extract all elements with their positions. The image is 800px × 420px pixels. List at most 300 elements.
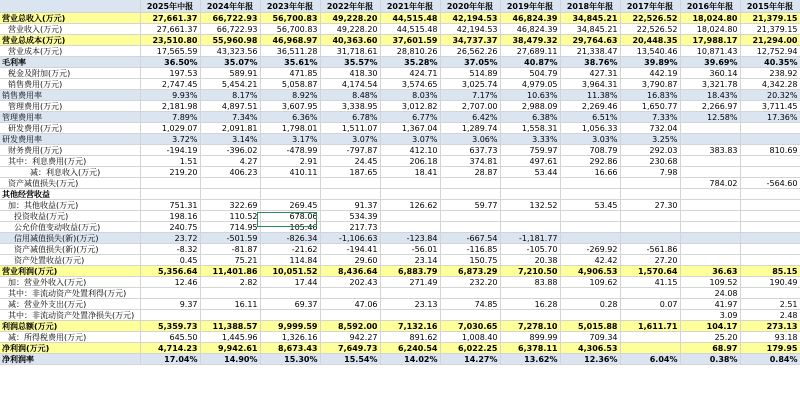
table-cell[interactable]: 39.89% <box>620 57 680 68</box>
table-cell[interactable] <box>440 178 500 189</box>
row-label[interactable]: 资产减值损失(万元) <box>0 178 140 189</box>
table-cell[interactable]: 2.48 <box>740 310 800 321</box>
table-cell[interactable]: 322.69 <box>200 200 260 211</box>
table-cell[interactable]: 2,181.98 <box>140 101 200 112</box>
table-cell[interactable]: 11,388.57 <box>200 321 260 332</box>
table-cell[interactable]: 28,810.26 <box>380 46 440 57</box>
table-cell[interactable]: 7.33% <box>620 112 680 123</box>
table-cell[interactable]: 6.77% <box>380 112 440 123</box>
table-cell[interactable]: 13,540.46 <box>620 46 680 57</box>
row-label[interactable]: 财务费用(万元) <box>0 145 140 156</box>
table-cell[interactable]: 589.91 <box>200 68 260 79</box>
table-cell[interactable]: 15.30% <box>260 354 320 365</box>
table-cell[interactable]: 1,056.33 <box>560 123 620 134</box>
table-cell[interactable]: 7,132.16 <box>380 321 440 332</box>
table-cell[interactable]: 126.62 <box>380 200 440 211</box>
header-cell[interactable]: 2018年年报 <box>560 0 620 13</box>
table-cell[interactable] <box>620 211 680 222</box>
table-cell[interactable] <box>620 310 680 321</box>
table-cell[interactable]: 406.23 <box>200 167 260 178</box>
table-cell[interactable]: 424.71 <box>380 68 440 79</box>
table-cell[interactable]: 21,379.15 <box>740 24 800 35</box>
header-cell[interactable]: 2022年年报 <box>320 0 380 13</box>
table-cell[interactable]: 412.10 <box>380 145 440 156</box>
table-cell[interactable]: 12,752.94 <box>740 46 800 57</box>
table-cell[interactable]: 6.51% <box>560 112 620 123</box>
table-cell[interactable]: 35.57% <box>320 57 380 68</box>
table-cell[interactable] <box>140 189 200 200</box>
table-cell[interactable]: 3.14% <box>200 134 260 145</box>
table-cell[interactable]: 4,174.54 <box>320 79 380 90</box>
table-cell[interactable]: -123.84 <box>380 233 440 244</box>
table-cell[interactable]: 497.61 <box>500 156 560 167</box>
table-cell[interactable]: 7,030.65 <box>440 321 500 332</box>
table-cell[interactable]: 27.30 <box>620 200 680 211</box>
header-cell[interactable]: 2019年年报 <box>500 0 560 13</box>
table-cell[interactable] <box>320 178 380 189</box>
table-cell[interactable]: 12.36% <box>560 354 620 365</box>
table-cell[interactable]: 46,824.39 <box>500 24 560 35</box>
table-cell[interactable]: 219.20 <box>140 167 200 178</box>
table-cell[interactable]: 1.51 <box>140 156 200 167</box>
table-cell[interactable]: 17,565.59 <box>140 46 200 57</box>
table-cell[interactable]: 27,661.37 <box>140 13 200 24</box>
table-cell[interactable]: 442.19 <box>620 68 680 79</box>
table-cell[interactable] <box>500 222 560 233</box>
table-cell[interactable]: 7,210.50 <box>500 266 560 277</box>
table-cell[interactable] <box>380 288 440 299</box>
table-cell[interactable]: 42,194.53 <box>440 24 500 35</box>
table-cell[interactable]: 942.27 <box>320 332 380 343</box>
table-cell[interactable]: 6,378.11 <box>500 343 560 354</box>
table-cell[interactable]: 93.18 <box>740 332 800 343</box>
table-cell[interactable]: 678.06 <box>260 211 320 222</box>
table-cell[interactable]: 637.73 <box>440 145 500 156</box>
table-cell[interactable] <box>740 134 800 145</box>
table-cell[interactable]: 3.07% <box>320 134 380 145</box>
table-cell[interactable]: 36,511.28 <box>260 46 320 57</box>
table-cell[interactable] <box>200 178 260 189</box>
table-cell[interactable]: 3,607.95 <box>260 101 320 112</box>
table-cell[interactable] <box>560 233 620 244</box>
table-cell[interactable] <box>380 310 440 321</box>
table-cell[interactable] <box>320 189 380 200</box>
row-label[interactable]: 利润总额(万元) <box>0 321 140 332</box>
table-cell[interactable]: 69.37 <box>260 299 320 310</box>
table-cell[interactable] <box>380 189 440 200</box>
table-cell[interactable]: 4,979.05 <box>500 79 560 90</box>
row-label[interactable]: 营业总收入(万元) <box>0 13 140 24</box>
table-cell[interactable]: 17.04% <box>140 354 200 365</box>
table-cell[interactable]: 784.02 <box>680 178 740 189</box>
table-cell[interactable]: 5,015.88 <box>560 321 620 332</box>
table-cell[interactable]: 12.46 <box>140 277 200 288</box>
table-cell[interactable]: 28.87 <box>440 167 500 178</box>
table-cell[interactable]: 6,883.79 <box>380 266 440 277</box>
table-cell[interactable]: 3,711.45 <box>740 101 800 112</box>
table-cell[interactable]: 42.42 <box>560 255 620 266</box>
table-cell[interactable]: 9.93% <box>140 90 200 101</box>
table-cell[interactable]: 8,592.00 <box>320 321 380 332</box>
table-cell[interactable]: 6.04% <box>620 354 680 365</box>
table-cell[interactable]: -194.19 <box>140 145 200 156</box>
table-cell[interactable] <box>620 288 680 299</box>
table-cell[interactable]: 427.31 <box>560 68 620 79</box>
table-cell[interactable]: 46,968.97 <box>260 35 320 46</box>
table-cell[interactable]: 24.08 <box>680 288 740 299</box>
table-cell[interactable]: 23.14 <box>380 255 440 266</box>
row-label[interactable]: 投资收益(万元) <box>0 211 140 222</box>
row-label[interactable]: 减：利息收入(万元) <box>0 167 140 178</box>
table-cell[interactable]: 18,024.80 <box>680 13 740 24</box>
table-cell[interactable] <box>500 211 560 222</box>
table-cell[interactable]: 217.73 <box>320 222 380 233</box>
table-cell[interactable]: 2.91 <box>260 156 320 167</box>
table-cell[interactable]: 202.43 <box>320 277 380 288</box>
table-cell[interactable]: 383.83 <box>680 145 740 156</box>
row-label[interactable]: 净利润(万元) <box>0 343 140 354</box>
table-cell[interactable]: 40.35% <box>740 57 800 68</box>
row-label[interactable]: 其中：非流动资产处置净损失(万元) <box>0 310 140 321</box>
table-cell[interactable]: 374.81 <box>440 156 500 167</box>
table-cell[interactable]: 20.32% <box>740 90 800 101</box>
table-cell[interactable]: 10,051.52 <box>260 266 320 277</box>
table-cell[interactable]: 43,323.56 <box>200 46 260 57</box>
table-cell[interactable]: 8.48% <box>320 90 380 101</box>
table-cell[interactable]: 10,871.43 <box>680 46 740 57</box>
row-label[interactable]: 营业总成本(万元) <box>0 35 140 46</box>
table-cell[interactable]: 109.62 <box>560 277 620 288</box>
table-cell[interactable]: 14.27% <box>440 354 500 365</box>
table-cell[interactable] <box>740 167 800 178</box>
table-cell[interactable] <box>560 178 620 189</box>
row-label[interactable]: 净利润率 <box>0 354 140 365</box>
table-cell[interactable] <box>620 332 680 343</box>
table-cell[interactable]: 36.50% <box>140 57 200 68</box>
table-cell[interactable]: 6.36% <box>260 112 320 123</box>
table-cell[interactable] <box>440 222 500 233</box>
table-cell[interactable] <box>380 211 440 222</box>
table-cell[interactable] <box>560 288 620 299</box>
table-cell[interactable]: 5,356.64 <box>140 266 200 277</box>
table-cell[interactable]: -501.59 <box>200 233 260 244</box>
row-label[interactable]: 加：营业外收入(万元) <box>0 277 140 288</box>
table-cell[interactable]: 899.99 <box>500 332 560 343</box>
table-cell[interactable]: 36.63 <box>680 266 740 277</box>
table-cell[interactable]: 2.51 <box>740 299 800 310</box>
table-cell[interactable]: 6.38% <box>500 112 560 123</box>
table-cell[interactable]: 66,722.93 <box>200 13 260 24</box>
table-cell[interactable]: 418.30 <box>320 68 380 79</box>
table-cell[interactable]: 5,058.87 <box>260 79 320 90</box>
table-cell[interactable]: 16.83% <box>620 90 680 101</box>
table-cell[interactable]: 5,359.73 <box>140 321 200 332</box>
header-cell[interactable]: 2017年年报 <box>620 0 680 13</box>
table-cell[interactable]: 732.04 <box>620 123 680 134</box>
table-cell[interactable]: 16.11 <box>200 299 260 310</box>
table-cell[interactable]: 714.95 <box>200 222 260 233</box>
table-cell[interactable]: 198.16 <box>140 211 200 222</box>
table-cell[interactable]: 18.43% <box>680 90 740 101</box>
table-cell[interactable]: 34,845.21 <box>560 24 620 35</box>
table-cell[interactable]: 810.69 <box>740 145 800 156</box>
table-cell[interactable]: 514.89 <box>440 68 500 79</box>
table-cell[interactable]: 41.15 <box>620 277 680 288</box>
table-cell[interactable] <box>260 310 320 321</box>
table-cell[interactable]: 40,363.60 <box>320 35 380 46</box>
row-label[interactable]: 其中：利息费用(万元) <box>0 156 140 167</box>
table-cell[interactable]: 34,737.37 <box>440 35 500 46</box>
table-cell[interactable]: 14.02% <box>380 354 440 365</box>
table-cell[interactable]: 271.49 <box>380 277 440 288</box>
table-cell[interactable]: 3.09 <box>680 310 740 321</box>
table-cell[interactable]: 6,240.54 <box>380 343 440 354</box>
table-cell[interactable]: 53.45 <box>560 200 620 211</box>
table-cell[interactable]: 23,510.80 <box>140 35 200 46</box>
table-cell[interactable]: 44,515.48 <box>380 24 440 35</box>
table-cell[interactable] <box>740 255 800 266</box>
table-cell[interactable]: -116.85 <box>440 244 500 255</box>
table-cell[interactable]: 85.15 <box>740 266 800 277</box>
table-cell[interactable]: 1,558.31 <box>500 123 560 134</box>
table-cell[interactable]: 11.38% <box>560 90 620 101</box>
table-cell[interactable]: 35.61% <box>260 57 320 68</box>
table-cell[interactable]: 8.17% <box>200 90 260 101</box>
row-label[interactable]: 销售费用率 <box>0 90 140 101</box>
row-label[interactable]: 公允价值变动收益(万元) <box>0 222 140 233</box>
table-cell[interactable]: 7.89% <box>140 112 200 123</box>
table-cell[interactable]: 46,824.39 <box>500 13 560 24</box>
table-cell[interactable]: 179.95 <box>740 343 800 354</box>
table-cell[interactable]: 238.92 <box>740 68 800 79</box>
table-cell[interactable]: 37,601.59 <box>380 35 440 46</box>
table-cell[interactable]: 13.62% <box>500 354 560 365</box>
table-cell[interactable] <box>500 189 560 200</box>
table-cell[interactable]: 29,764.63 <box>560 35 620 46</box>
row-label[interactable]: 减：所得税费用(万元) <box>0 332 140 343</box>
table-cell[interactable]: 25.20 <box>680 332 740 343</box>
table-cell[interactable]: 23.72 <box>140 233 200 244</box>
table-cell[interactable] <box>620 233 680 244</box>
table-cell[interactable]: 23.13 <box>380 299 440 310</box>
table-cell[interactable]: 132.52 <box>500 200 560 211</box>
table-cell[interactable]: 31,718.61 <box>320 46 380 57</box>
table-cell[interactable] <box>440 310 500 321</box>
table-cell[interactable] <box>440 211 500 222</box>
table-cell[interactable] <box>500 310 560 321</box>
row-label[interactable]: 营业利润(万元) <box>0 266 140 277</box>
table-cell[interactable]: -81.87 <box>200 244 260 255</box>
table-cell[interactable] <box>740 189 800 200</box>
table-cell[interactable]: 27,661.37 <box>140 24 200 35</box>
table-cell[interactable]: 5,454.21 <box>200 79 260 90</box>
table-cell[interactable]: 2,269.46 <box>560 101 620 112</box>
table-cell[interactable]: -826.34 <box>260 233 320 244</box>
table-cell[interactable]: -105.70 <box>500 244 560 255</box>
table-cell[interactable]: 9,999.59 <box>260 321 320 332</box>
table-cell[interactable]: 0.45 <box>140 255 200 266</box>
table-cell[interactable] <box>200 288 260 299</box>
table-cell[interactable]: 708.79 <box>560 145 620 156</box>
table-cell[interactable]: 12.58% <box>680 112 740 123</box>
table-cell[interactable]: 38.76% <box>560 57 620 68</box>
table-cell[interactable]: 21,294.00 <box>740 35 800 46</box>
table-cell[interactable]: 20.38 <box>500 255 560 266</box>
table-cell[interactable]: 1,611.71 <box>620 321 680 332</box>
table-cell[interactable]: 240.75 <box>140 222 200 233</box>
table-cell[interactable]: 7.34% <box>200 112 260 123</box>
table-cell[interactable]: 2,707.00 <box>440 101 500 112</box>
header-cell[interactable]: 2025年中报 <box>140 0 200 13</box>
table-cell[interactable]: 114.84 <box>260 255 320 266</box>
table-cell[interactable]: 1,326.16 <box>260 332 320 343</box>
table-cell[interactable]: 8.03% <box>380 90 440 101</box>
table-cell[interactable]: 83.88 <box>500 277 560 288</box>
table-cell[interactable] <box>260 288 320 299</box>
table-cell[interactable]: 17.44 <box>260 277 320 288</box>
table-cell[interactable]: 190.49 <box>740 277 800 288</box>
row-label[interactable]: 加：其他收益(万元) <box>0 200 140 211</box>
table-cell[interactable] <box>140 310 200 321</box>
table-cell[interactable]: 292.86 <box>560 156 620 167</box>
table-cell[interactable]: 29.60 <box>320 255 380 266</box>
table-cell[interactable]: 24.45 <box>320 156 380 167</box>
table-cell[interactable]: 410.11 <box>260 167 320 178</box>
row-label[interactable]: 资产处置收益(万元) <box>0 255 140 266</box>
header-cell[interactable]: 2021年年报 <box>380 0 440 13</box>
table-cell[interactable]: 4,906.53 <box>560 266 620 277</box>
table-cell[interactable] <box>740 123 800 134</box>
row-label[interactable]: 税金及附加(万元) <box>0 68 140 79</box>
row-label[interactable]: 信用减值损失(新)(万元) <box>0 233 140 244</box>
table-cell[interactable] <box>380 222 440 233</box>
table-cell[interactable] <box>740 233 800 244</box>
table-cell[interactable]: 34,845.21 <box>560 13 620 24</box>
table-cell[interactable]: 3.33% <box>500 134 560 145</box>
table-cell[interactable] <box>140 288 200 299</box>
table-cell[interactable] <box>440 288 500 299</box>
table-cell[interactable]: 3,790.87 <box>620 79 680 90</box>
table-cell[interactable]: 7.17% <box>440 90 500 101</box>
table-cell[interactable]: 35.28% <box>380 57 440 68</box>
table-cell[interactable]: -56.01 <box>380 244 440 255</box>
table-cell[interactable]: -194.41 <box>320 244 380 255</box>
table-cell[interactable]: 709.34 <box>560 332 620 343</box>
table-cell[interactable]: 0.84% <box>740 354 800 365</box>
row-label[interactable]: 研发费用率 <box>0 134 140 145</box>
table-cell[interactable]: 3,964.31 <box>560 79 620 90</box>
table-cell[interactable] <box>680 134 740 145</box>
table-cell[interactable] <box>680 123 740 134</box>
table-cell[interactable]: 6,022.25 <box>440 343 500 354</box>
table-cell[interactable]: 105.46 <box>260 222 320 233</box>
table-cell[interactable]: 4,897.51 <box>200 101 260 112</box>
table-cell[interactable] <box>680 200 740 211</box>
table-cell[interactable]: 187.65 <box>320 167 380 178</box>
table-cell[interactable]: 104.17 <box>680 321 740 332</box>
table-cell[interactable] <box>560 310 620 321</box>
table-cell[interactable]: 38,479.32 <box>500 35 560 46</box>
table-cell[interactable]: 206.18 <box>380 156 440 167</box>
table-cell[interactable]: 74.85 <box>440 299 500 310</box>
table-cell[interactable]: 26,562.26 <box>440 46 500 57</box>
table-cell[interactable]: 8,673.43 <box>260 343 320 354</box>
table-cell[interactable] <box>680 233 740 244</box>
table-cell[interactable]: 40.87% <box>500 57 560 68</box>
table-cell[interactable]: 273.13 <box>740 321 800 332</box>
table-cell[interactable] <box>680 244 740 255</box>
table-cell[interactable] <box>680 167 740 178</box>
table-cell[interactable]: 35.07% <box>200 57 260 68</box>
table-cell[interactable] <box>380 178 440 189</box>
table-cell[interactable]: 18,024.80 <box>680 24 740 35</box>
table-cell[interactable]: 4,306.53 <box>560 343 620 354</box>
table-cell[interactable]: 1,570.64 <box>620 266 680 277</box>
table-cell[interactable] <box>620 222 680 233</box>
table-cell[interactable]: 2,091.81 <box>200 123 260 134</box>
table-cell[interactable]: 3,321.78 <box>680 79 740 90</box>
table-cell[interactable]: -478.99 <box>260 145 320 156</box>
table-cell[interactable]: 3,012.82 <box>380 101 440 112</box>
table-cell[interactable]: 56,700.83 <box>260 24 320 35</box>
table-cell[interactable]: 4,342.28 <box>740 79 800 90</box>
table-cell[interactable]: -667.54 <box>440 233 500 244</box>
table-cell[interactable]: 8.92% <box>260 90 320 101</box>
table-cell[interactable]: 1,650.77 <box>620 101 680 112</box>
table-cell[interactable]: 504.79 <box>500 68 560 79</box>
table-cell[interactable]: 18.41 <box>380 167 440 178</box>
row-label[interactable]: 销售费用(万元) <box>0 79 140 90</box>
table-cell[interactable]: 6.42% <box>440 112 500 123</box>
table-cell[interactable]: 68.97 <box>680 343 740 354</box>
table-cell[interactable] <box>740 211 800 222</box>
table-cell[interactable] <box>320 288 380 299</box>
table-cell[interactable] <box>740 156 800 167</box>
table-cell[interactable]: 292.03 <box>620 145 680 156</box>
table-cell[interactable]: 534.39 <box>320 211 380 222</box>
table-cell[interactable]: 22,526.52 <box>620 24 680 35</box>
table-cell[interactable]: -564.60 <box>740 178 800 189</box>
table-cell[interactable]: 9,942.61 <box>200 343 260 354</box>
table-cell[interactable]: 645.50 <box>140 332 200 343</box>
table-cell[interactable]: -396.02 <box>200 145 260 156</box>
table-cell[interactable]: -1,181.77 <box>500 233 560 244</box>
table-cell[interactable]: 7,649.73 <box>320 343 380 354</box>
table-cell[interactable] <box>680 189 740 200</box>
table-cell[interactable] <box>260 178 320 189</box>
header-cell[interactable]: 2015年年报 <box>740 0 800 13</box>
table-cell[interactable]: 197.53 <box>140 68 200 79</box>
table-cell[interactable]: 3.03% <box>560 134 620 145</box>
row-label[interactable]: 管理费用(万元) <box>0 101 140 112</box>
table-cell[interactable]: 2.82 <box>200 277 260 288</box>
table-cell[interactable] <box>560 222 620 233</box>
table-cell[interactable]: 2,747.45 <box>140 79 200 90</box>
row-label[interactable]: 管理费用率 <box>0 112 140 123</box>
table-cell[interactable] <box>680 255 740 266</box>
table-cell[interactable]: 471.85 <box>260 68 320 79</box>
table-cell[interactable]: -8.32 <box>140 244 200 255</box>
table-cell[interactable]: 16.28 <box>500 299 560 310</box>
table-cell[interactable]: 21,338.47 <box>560 46 620 57</box>
table-cell[interactable]: 3.06% <box>440 134 500 145</box>
table-cell[interactable]: 59.77 <box>440 200 500 211</box>
table-cell[interactable]: 47.06 <box>320 299 380 310</box>
table-cell[interactable]: 1,289.74 <box>440 123 500 134</box>
table-cell[interactable]: 53.44 <box>500 167 560 178</box>
table-cell[interactable]: 15.54% <box>320 354 380 365</box>
table-cell[interactable] <box>620 343 680 354</box>
